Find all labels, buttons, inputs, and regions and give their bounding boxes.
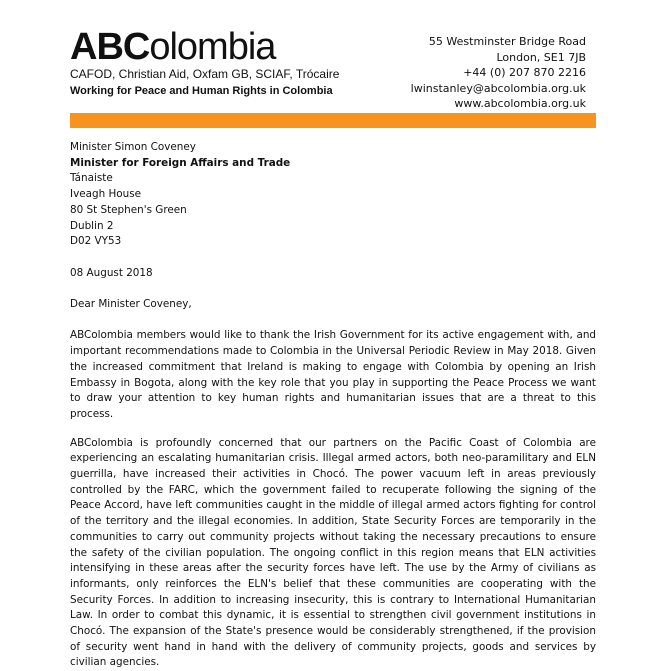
recipient-line-city: Dublin 2 <box>70 219 114 232</box>
recipient-line-street: 80 St Stephen's Green <box>70 203 187 216</box>
logo-prefix: ABC <box>70 26 150 68</box>
recipient-line-building: Iveagh House <box>70 188 142 201</box>
address-website: www.abcolombia.org.uk <box>454 97 586 110</box>
header-divider-bar <box>70 113 596 128</box>
logo-suffix: olombia <box>149 26 276 68</box>
address-street: 55 Westminster Bridge Road <box>428 35 586 48</box>
paragraph-1: ABColombia members would like to thank the Irish Government for its active engagement with, and important recommendations made to Colombia in the Universal Periodic Review in May 2018. Given the increased commitment that Ireland is making to engage with Colombia by opening an Irish Embassy in Bogota, along with the key role that you play in supporting the Peace Process we want to draw your attention to key human rights and humanitarian issues that are a threat to this process. <box>70 329 596 420</box>
letterhead-logo-block <box>70 28 339 98</box>
address-city: London, SE1 7JB <box>496 50 586 64</box>
recipient-name: Minister Simon Coveney <box>70 141 196 153</box>
sender-address <box>411 34 586 112</box>
recipient-title: Minister for Foreign Affairs and Trade <box>70 156 291 169</box>
address-email: lwinstanley@abcolombia.org.uk <box>410 81 586 95</box>
member-organisations: CAFOD, Christian Aid, Oxfam GB, SCIAF, Trócaire <box>70 67 340 81</box>
salutation: Dear Minister Coveney, <box>70 298 192 310</box>
paragraph-2: ABColombia is profoundly concerned that our partners on the Pacific Coast of Colombia are experiencing an escalating humanitarian crisis. Illegal armed actors, both neo-paramilitary and ELN guerrilla, have increased their activities in Chocó. The power vacuum left in areas previously controlled by the FARC, which the government failed to recuperate following the signing of the Peace Accord, have left communities caught in the middle of illegal armed actors fighting for control of the territory and the illegal economies. In addition, State Security Forces are temporarily in the communities to carry out community projects without taking the necessary precautions to ensure the safety of the civilian population. The ongoing conflict in this region means that ELN activities intensifying in these areas after the security forces have left. The use by the Army of civilians as informants, only reinforces the ELN's belief that these communities are cooperating with the Security Forces. In addition to increasing insecurity, this is contrary to International Humanitarian Law. In order to combat this dynamic, it is essential to strengthen civil government institutions in Chocó. The expansion of the State's presence would be considerably strengthened, if the provision of security went hand in hand with the delivery of community projects, goods and services by civilian agencies. <box>70 436 596 669</box>
recipient-line-postcode: D02 VY53 <box>70 235 122 248</box>
recipient-line-tanaiste: Tánaiste <box>70 172 113 185</box>
letter-body <box>70 140 596 671</box>
address-phone: +44 (0) 207 870 2216 <box>463 66 586 79</box>
letter-date: 08 August 2018 <box>70 266 153 279</box>
abcolombia-logo <box>70 28 339 66</box>
tagline: Working for Peace and Human Rights in Colombia <box>70 85 333 97</box>
